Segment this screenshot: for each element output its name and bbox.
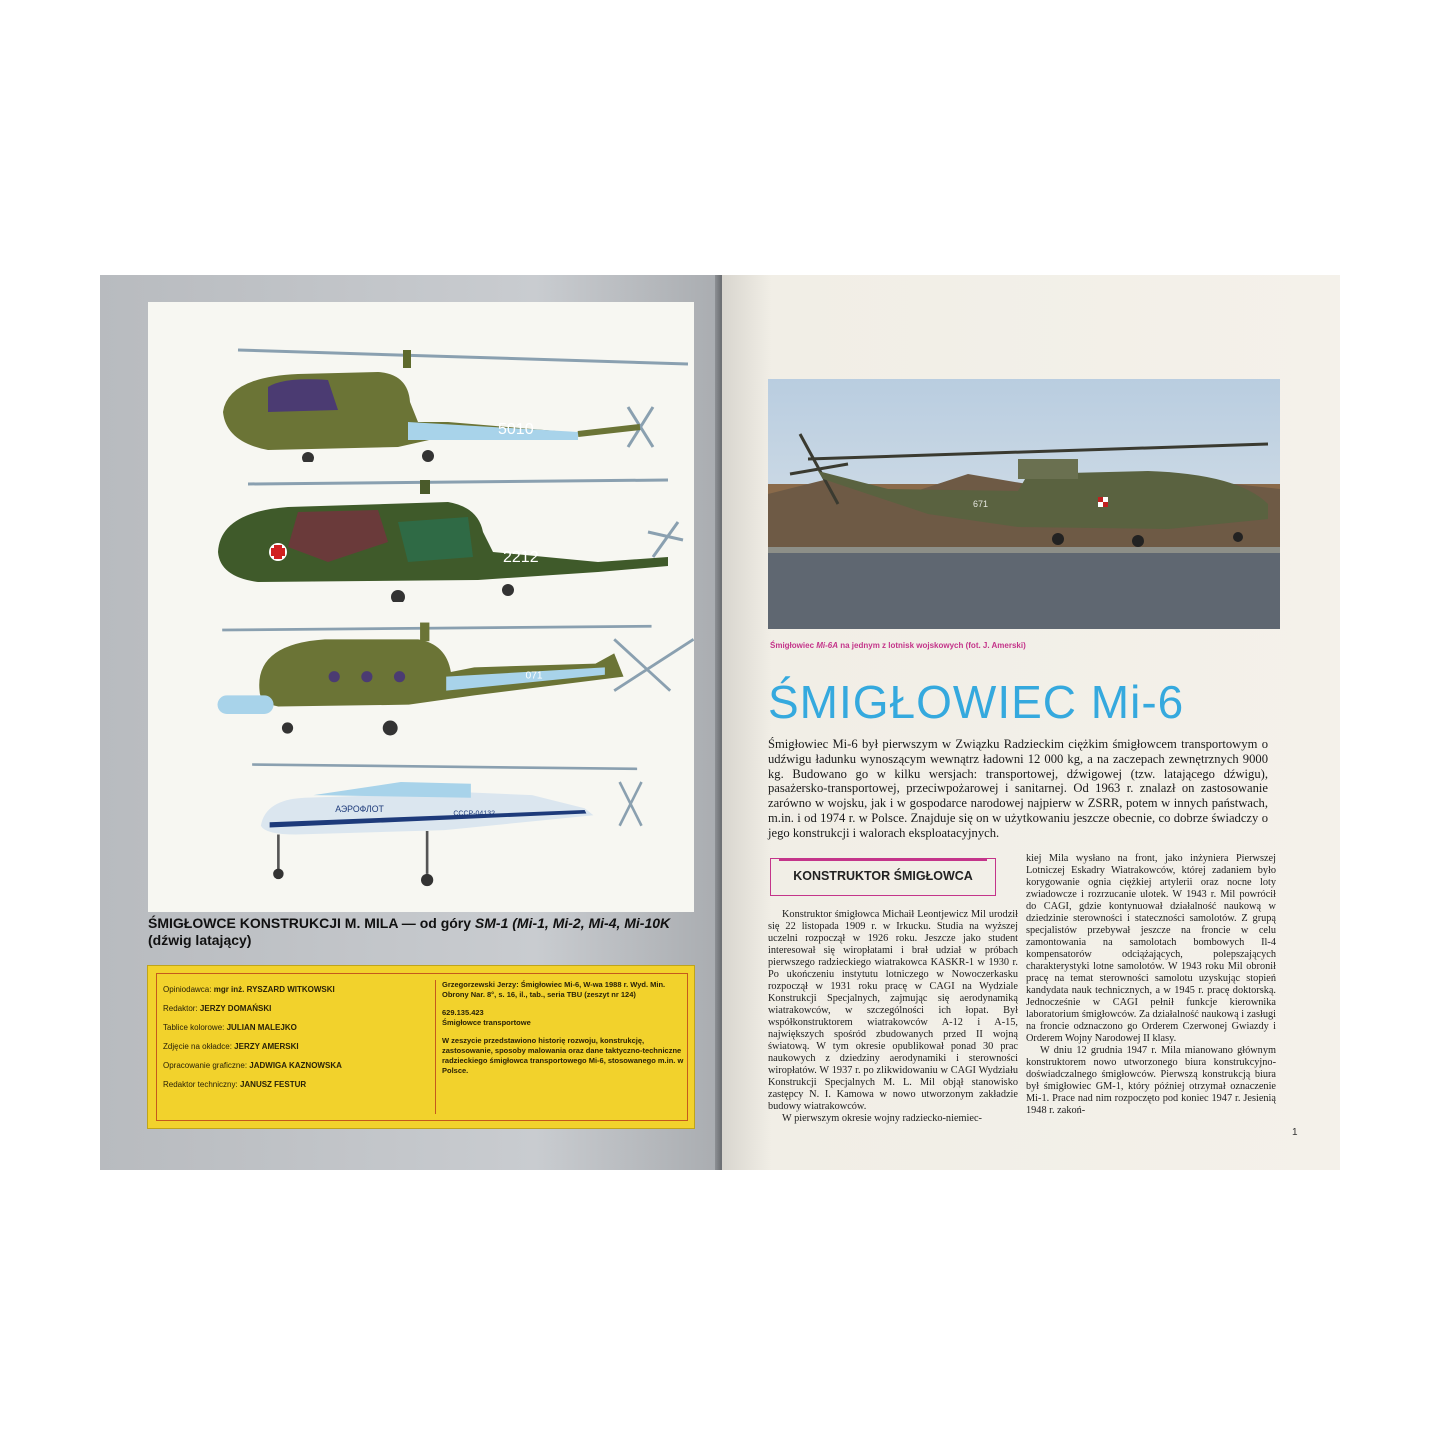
mi10k-name-marking: АЭРОФЛОТ xyxy=(335,803,384,814)
helicopter-mi10k-illustration xyxy=(148,747,694,887)
credit-name: JULIAN MALEJKO xyxy=(226,1023,297,1032)
credit-name: JANUSZ FESTUR xyxy=(239,1080,307,1089)
body-paragraph: Konstruktor śmigłowca Michaił Leontjewicz Mil urodził się 22 listopada 1909 r. w Irkucku. Studia na wyższej uczelni rozpoczął w 1926 roku. Jeszcze jako student interesował się wiropłatami i brał udział w próbach pierwszego radzieckiego wiatrakowca KASKR-1 w 1930 r. Po ukończeniu instytutu lotniczego w Nowoczerkasku rozpoczął w 1931 roku pracę w CAGI na Wydziale Konstrukcji Specjalnych, zajmując się aerodynamiką wiatrakowców, w szczególności ich łopat. Był współkonstruktorem wiatrakowców A-12 i A-15, największych spośród zbudowanych przed II wojną światową. W tym okresie opublikował ponad 30 prac naukowych z dziedziny aerodynamiki i sterowności wiropłatów. W 1937 r. po zlikwidowaniu w CAGI Wydziału Konstrukcji Specjalnych M. L. Mil objął stanowisko zastępcy N. I. Kamowa w nowo utworzonym zakładzie budowy wiatrakowców. xyxy=(768,909,1018,1112)
open-booklet xyxy=(100,275,1340,1170)
catalog-card xyxy=(435,980,692,1114)
photo-tail-number: 671 xyxy=(973,499,989,509)
helicopter-sm1-illustration xyxy=(148,322,694,462)
credit-role: Tablice kolorowe: xyxy=(163,1023,225,1032)
credits-frame xyxy=(156,973,688,1121)
body-paragraph: W pierwszym okresie wojny radziecko-niemiec- xyxy=(782,1113,982,1124)
caption-note: (dźwig latający) xyxy=(148,932,252,948)
catalog-abstract: W zeszycie przedstawiono historię rozwoju, konstrukcję, zastosowanie, sposoby malowania oraz dane taktyczno-techniczne radzieckiego śmigłowca transportowego Mi-6, stosowanego m.in. w Polsce. xyxy=(442,1036,684,1075)
helicopter-mi4-illustration xyxy=(148,602,694,742)
plate-caption xyxy=(148,915,708,949)
body-paragraph: kiej Mila wysłano na front, jako inżyniera Pierwszej Lotniczej Eskadry Wiatrakowców, której zadaniem było korygowanie ognia ciężkiej artylerii oraz nocne loty zwiadowcze i rozrzucanie ulotek. W 1943 r. Mil powrócił do CAGI, gdzie kontynuował działalność naukową w dziedzinie sterowności i stateczności samolotów. Z grupą specjalistów przebywał jeszcze na froncie w celu zamontowania na samolotach bombowych Il-4 kompensatorów odciążających, polepszających charakterystyki lotne samolotów. W 1943 roku Mil obronił pracę na temat sterowności samolotu uzyskując stopień kandydata nauk technicznych, a w 1945 r. pracę doktorską. Jednocześnie w CAGI pełnił funkcje kierownika laboratorium śmigłowców. Za działalność naukową i zasługi na froncie odznaczono go Orderem Czerwonej Gwiazdy i Orderem Wojny Narodowej II klasy. xyxy=(1026,853,1276,1044)
credit-row xyxy=(163,1056,425,1075)
tail-rotor-icon xyxy=(614,639,693,690)
credit-name: JERZY AMERSKI xyxy=(234,1042,299,1051)
credit-row xyxy=(163,1075,425,1094)
section-heading-box xyxy=(770,858,996,896)
credit-row xyxy=(163,980,425,999)
catalog-code: 629.135.423 xyxy=(442,1008,484,1017)
credit-role: Redaktor techniczny: xyxy=(163,1080,238,1089)
credit-name: mgr inż. RYSZARD WITKOWSKI xyxy=(213,985,335,994)
photo-caption-credit: na jednym z lotnisk wojskowych (fot. J. Amerski) xyxy=(838,641,1026,650)
photo-caption-text: Śmigłowiec xyxy=(770,641,817,650)
photo-caption-model: Mi-6A xyxy=(816,641,839,650)
mi2-marking: 2212 xyxy=(503,549,539,566)
body-column-left xyxy=(768,909,1018,1125)
caption-models: SM-1 (Mi-1, Mi-2, Mi-4, Mi-10K xyxy=(474,915,671,931)
credit-name: JERZY DOMAŃSKI xyxy=(199,1004,272,1013)
tail-rotor-icon xyxy=(620,782,642,826)
credit-role: Zdjęcie na okładce: xyxy=(163,1042,232,1051)
mi6-photo xyxy=(768,379,1280,629)
caption-text: ŚMIGŁOWCE KONSTRUKCJI M. MILA — od góry xyxy=(148,915,475,931)
helicopter-color-plate xyxy=(148,302,694,912)
right-page xyxy=(722,275,1340,1170)
sm1-marking: 5010 xyxy=(498,421,534,438)
body-paragraph: W dniu 12 grudnia 1947 r. Mila mianowano głównym konstruktorem nowo utworzonego biura konstrukcyjno-doświadczalnego śmigłowców. Pierwszą konstrukcją biura był śmigłowiec GM-1, który później otrzymał oznaczenie Mi-1. Prace nad nim rozpoczęto pod koniec 1947 r. Jesienią 1948 r. zakoń- xyxy=(1026,1045,1276,1116)
left-page xyxy=(100,275,722,1170)
section-accent-bar xyxy=(779,858,987,861)
credit-row xyxy=(163,1037,425,1056)
mi4-marking: 071 xyxy=(525,670,543,682)
credit-name: JADWIGA KAZNOWSKA xyxy=(249,1061,342,1070)
credit-role: Opracowanie graficzne: xyxy=(163,1061,248,1070)
section-heading: KONSTRUKTOR ŚMIGŁOWCA xyxy=(793,869,973,883)
credit-row xyxy=(163,1018,425,1037)
catalog-citation: Grzegorzewski Jerzy: Śmigłowiec Mi-6, W-wa 1988 r. Wyd. Min. Obrony Nar. 8°, s. 16, il., tab., seria TBU (zeszyt nr 124) xyxy=(442,980,666,999)
photo-caption xyxy=(770,641,1026,650)
credits-box xyxy=(147,965,695,1129)
tail-rotor-icon xyxy=(648,522,683,557)
body-column-right xyxy=(1026,853,1276,1117)
catalog-subject: Śmigłowce transportowe xyxy=(442,1018,531,1027)
article-lead: Śmigłowiec Mi-6 był pierwszym w Związku Radzieckim ciężkim śmigłowcem transportowym o udźwigu ładunku wynoszącym wewnątrz ładowni 12 000 kg, a na zaczepach zewnętrznych 9000 kg. Budowano go w kilku wersjach: transportowej, dźwigowej (tzw. latającego dźwigu), pasażersko-transportowej, przeciwpożarowej i sanitarnej. Od 1963 r. znalazł on zastosowanie zarówno w wojsku, jak i w gospodarce narodowej najpierw w ZSRR, potem w innych państwach, m.in. i od 1974 r. w Polsce. Znajduje się on w użytkowaniu jeszcze obecnie, co dobrze świadczy o jego konstrukcji i walorach eksploatacyjnych. xyxy=(768,737,1268,840)
credit-row xyxy=(163,999,425,1018)
credit-role: Opiniodawca: xyxy=(163,985,212,994)
article-title: ŚMIGŁOWIEC Mi-6 xyxy=(768,676,1185,728)
page-number: 1 xyxy=(1292,1127,1298,1138)
credit-role: Redaktor: xyxy=(163,1004,198,1013)
mi10k-marking: СССР-04132 xyxy=(453,810,496,818)
helicopter-mi2-illustration xyxy=(148,462,694,602)
credits-list xyxy=(163,980,425,1094)
